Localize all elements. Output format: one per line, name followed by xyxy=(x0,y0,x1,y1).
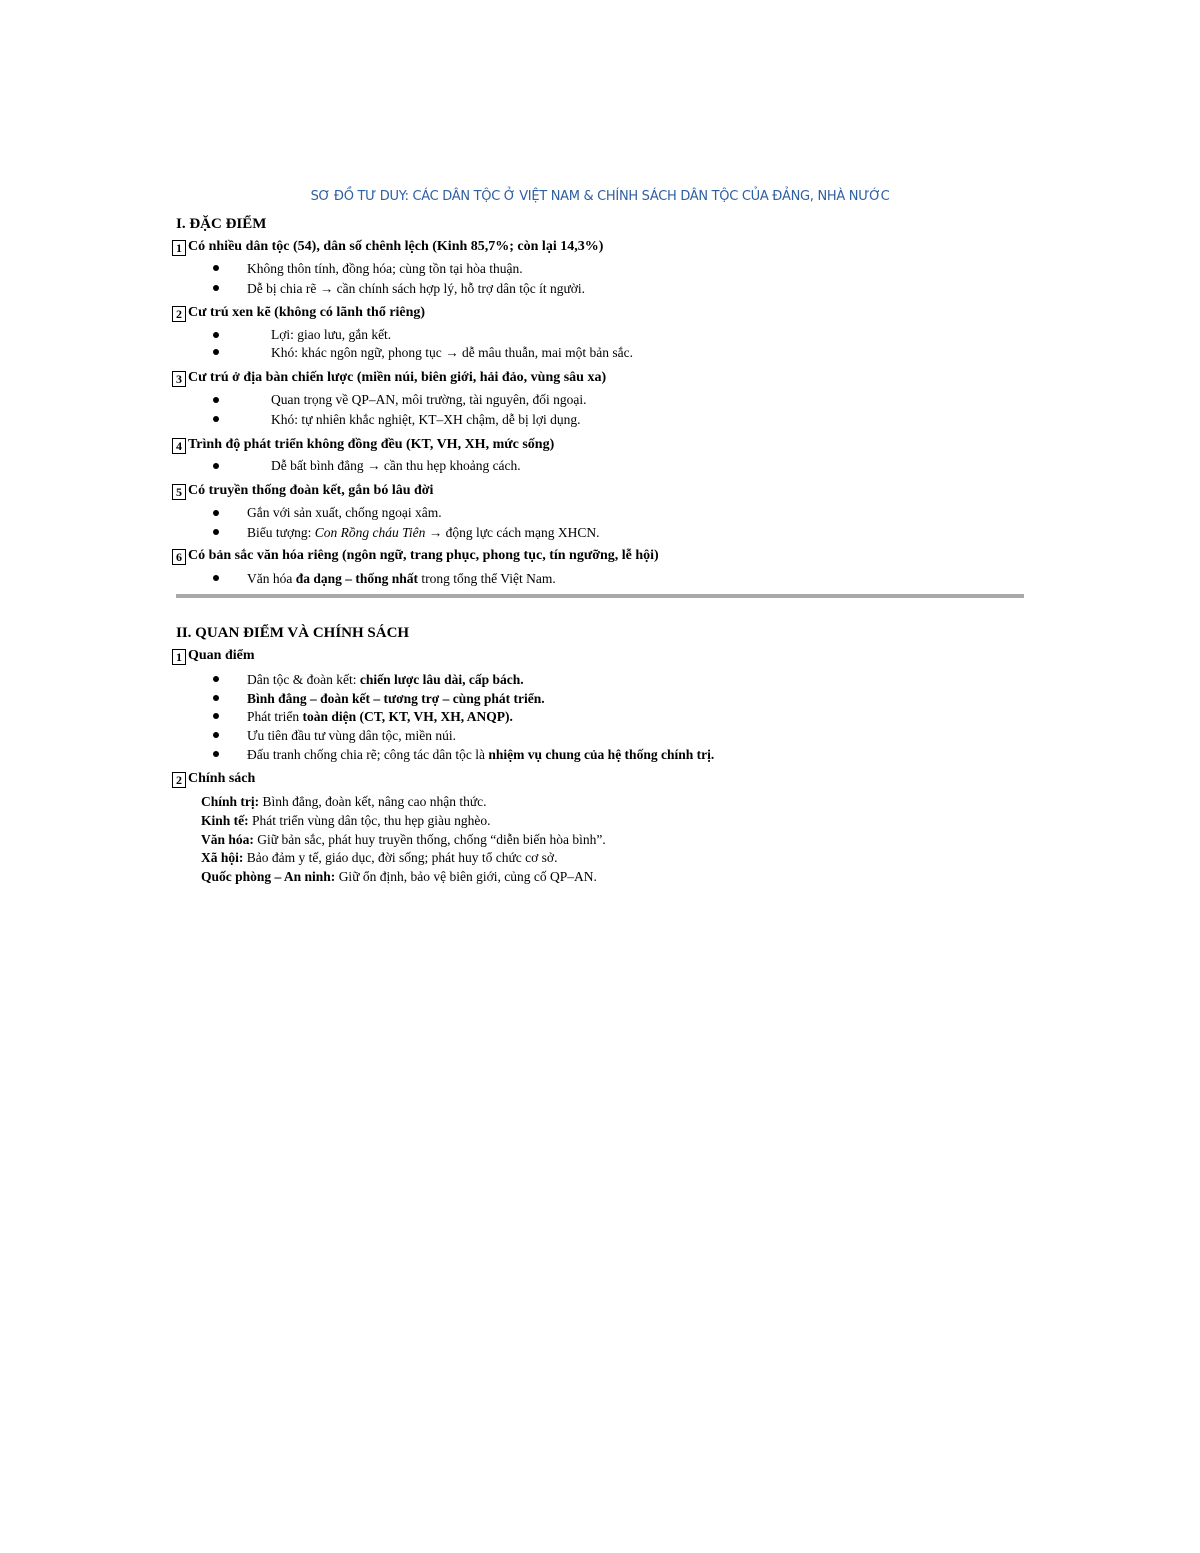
symbol-italic: Con Rồng cháu Tiên xyxy=(314,525,426,540)
item-heading-text: Có nhiều dân tộc (54), dân số chênh lệch (Kinh 85,7%; còn lại 14,3%) xyxy=(188,239,604,254)
views-bold: chiến lược lâu dài, cấp bách. xyxy=(359,672,524,687)
item-number: 2 xyxy=(172,772,186,788)
policy-line xyxy=(201,850,557,866)
item-5-heading xyxy=(172,483,433,500)
views-heading-text: Quan điểm xyxy=(188,648,255,663)
item-heading-text: Có bản sắc văn hóa riêng (ngôn ngữ, trang phục, phong tục, tín ngưỡng, lễ hội) xyxy=(188,548,659,563)
bullet-icon xyxy=(213,332,219,338)
views-bullet-2 xyxy=(247,691,545,707)
policy-text: Giữ ổn định, bảo vệ biên giới, củng cố QP–AN. xyxy=(335,869,597,884)
policy-text: Bình đẳng, đoàn kết, nâng cao nhận thức. xyxy=(259,794,487,809)
section-1-heading: I. ĐẶC ĐIỂM xyxy=(176,216,267,232)
policies-heading-text: Chính sách xyxy=(188,771,256,786)
item-heading-text: Cư trú ở địa bàn chiến lược (miền núi, biên giới, hải đảo, vùng sâu xa) xyxy=(188,370,607,385)
item-number: 6 xyxy=(172,549,186,565)
item-number: 3 xyxy=(172,371,186,387)
bullet-text: Dễ bị chia rẽ → cần chính sách hợp lý, hỗ trợ dân tộc ít người. xyxy=(247,281,586,296)
symbol-prefix: Biểu tượng: xyxy=(247,525,315,540)
bullet-icon xyxy=(213,751,219,757)
policy-text: Bảo đảm y tế, giáo dục, đời sống; phát huy tổ chức cơ sở. xyxy=(243,850,558,865)
views-text: Phát triển xyxy=(247,709,303,724)
policy-label: Quốc phòng – An ninh: xyxy=(201,869,336,884)
bullet-icon xyxy=(213,397,219,403)
views-bullet-1 xyxy=(247,672,524,688)
section-divider xyxy=(176,594,1024,598)
bullet-text: Khó: khác ngôn ngữ, phong tục → dễ mâu thuẫn, mai một bản sắc. xyxy=(271,345,633,360)
bullet-icon xyxy=(213,529,219,535)
policy-label: Xã hội: xyxy=(201,850,244,865)
bullet-icon xyxy=(213,713,219,719)
views-bold: nhiệm vụ chung của hệ thống chính trị. xyxy=(488,747,715,762)
symbol-rest: → động lực cách mạng XHCN. xyxy=(425,525,600,540)
item-number: 4 xyxy=(172,438,186,454)
bullet-icon xyxy=(213,676,219,682)
item-3-heading xyxy=(172,370,606,387)
bullet-icon xyxy=(213,510,219,516)
bullet-text: Dễ bất bình đẳng → cần thu hẹp khoảng cách. xyxy=(271,458,521,473)
policy-label: Chính trị: xyxy=(201,794,260,809)
bullet-icon xyxy=(213,285,219,291)
policy-line xyxy=(201,832,606,848)
policy-text: Giữ bản sắc, phát huy truyền thống, chống “diễn biến hòa bình”. xyxy=(253,832,606,847)
views-bold: toàn diện (CT, KT, VH, XH, ANQP). xyxy=(302,709,513,724)
policies-heading xyxy=(172,771,255,788)
policy-label: Kinh tế: xyxy=(201,813,249,828)
views-bold: Bình đẳng – đoàn kết – tương trợ – cùng phát triển. xyxy=(247,691,545,706)
bullet-icon xyxy=(213,695,219,701)
item-heading-text: Cư trú xen kẽ (không có lãnh thổ riêng) xyxy=(188,305,426,320)
policy-line xyxy=(201,813,490,829)
policy-label: Văn hóa: xyxy=(201,832,254,847)
culture-rest: trong tổng thể Việt Nam. xyxy=(418,571,556,586)
bullet-text: Gắn với sản xuất, chống ngoại xâm. xyxy=(247,505,442,520)
bullet-text xyxy=(247,525,600,541)
section-2-heading: II. QUAN ĐIỂM VÀ CHÍNH SÁCH xyxy=(176,625,410,641)
item-2-heading xyxy=(172,305,425,322)
views-bullet-4: Ưu tiên đầu tư vùng dân tộc, miền núi. xyxy=(247,728,457,743)
bullet-icon xyxy=(213,463,219,469)
bullet-text: Quan trọng về QP–AN, môi trường, tài nguyên, đối ngoại. xyxy=(271,392,587,407)
bullet-icon xyxy=(213,732,219,738)
bullet-text: Lợi: giao lưu, gắn kết. xyxy=(271,327,392,342)
item-number: 5 xyxy=(172,484,186,500)
bullet-text: Khó: tự nhiên khắc nghiệt, KT–XH chậm, dễ bị lợi dụng. xyxy=(271,412,581,427)
views-text: Dân tộc & đoàn kết: xyxy=(247,672,360,687)
views-heading xyxy=(172,648,255,665)
item-number: 2 xyxy=(172,306,186,322)
item-number: 1 xyxy=(172,649,186,665)
page-title: SƠ ĐỒ TƯ DUY: CÁC DÂN TỘC Ở VIỆT NAM & CHÍNH SÁCH DÂN TỘC CỦA ĐẢNG, NHÀ NƯỚC xyxy=(310,189,890,204)
bullet-text xyxy=(247,571,556,587)
views-bullet-5 xyxy=(247,747,714,763)
item-heading-text: Có truyền thống đoàn kết, gắn bó lâu đời xyxy=(188,483,434,498)
item-heading-text: Trình độ phát triển không đồng đều (KT, VH, XH, mức sống) xyxy=(188,437,555,452)
bullet-icon xyxy=(213,575,219,581)
item-number: 1 xyxy=(172,240,186,256)
policy-line xyxy=(201,869,597,885)
views-bullet-3 xyxy=(247,709,513,725)
item-6-heading xyxy=(172,548,659,565)
culture-prefix: Văn hóa xyxy=(247,571,296,586)
bullet-icon xyxy=(213,416,219,422)
views-text: Đấu tranh chống chia rẽ; công tác dân tộc là xyxy=(247,747,489,762)
policy-line xyxy=(201,794,487,810)
bullet-icon xyxy=(213,349,219,355)
policy-text: Phát triển vùng dân tộc, thu hẹp giàu nghèo. xyxy=(248,813,491,828)
item-4-heading xyxy=(172,437,554,454)
bullet-icon xyxy=(213,265,219,271)
bullet-text: Không thôn tính, đồng hóa; cùng tồn tại hòa thuận. xyxy=(247,261,523,276)
item-1-heading xyxy=(172,239,603,256)
culture-bold: đa dạng – thống nhất xyxy=(295,571,419,586)
